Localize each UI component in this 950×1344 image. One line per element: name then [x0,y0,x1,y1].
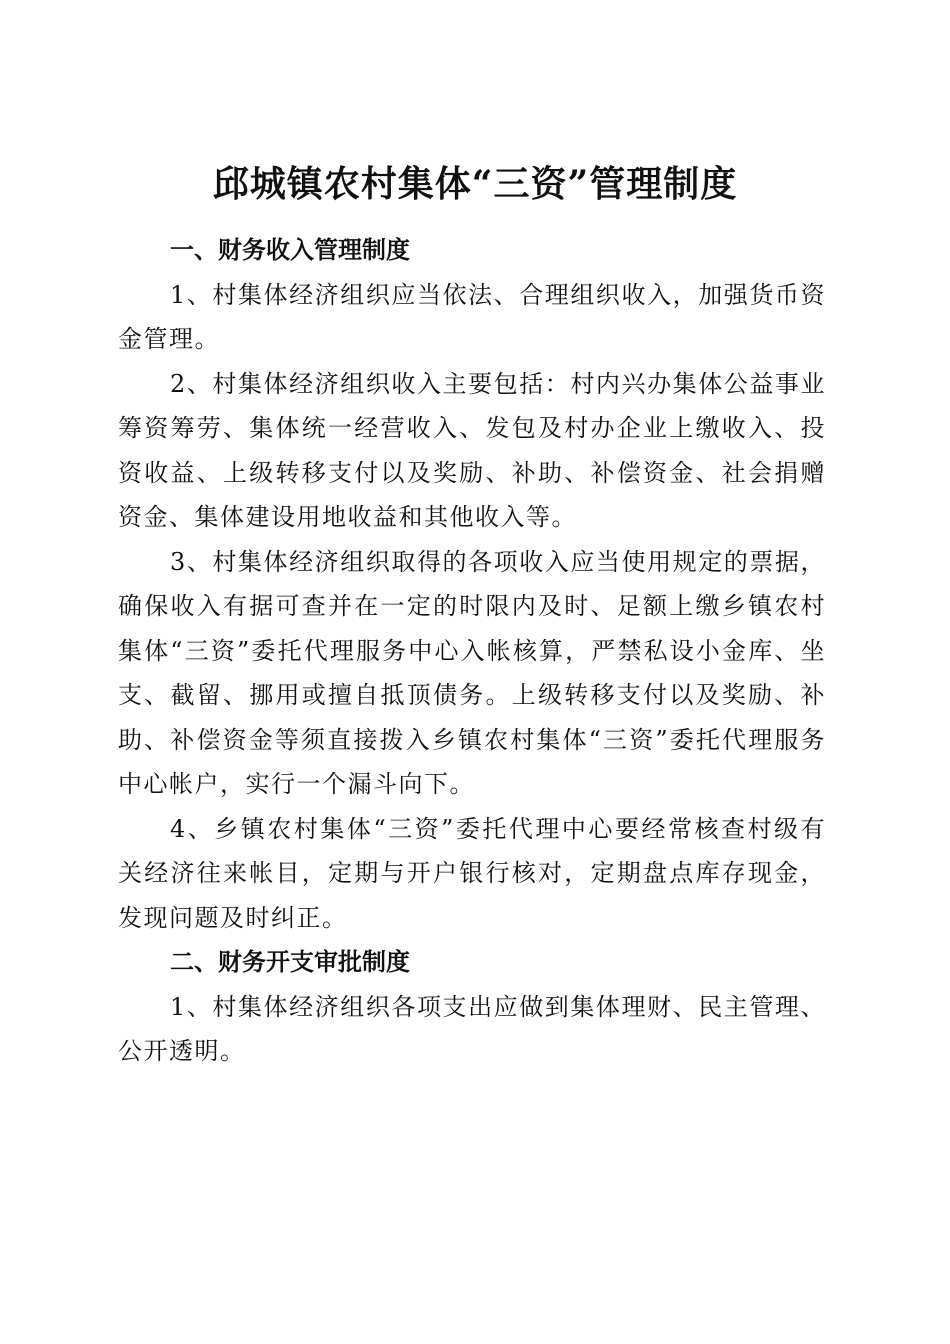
paragraph: 2、村集体经济组织收入主要包括：村内兴办集体公益事业筹资筹劳、集体统一经营收入、发包及村办企业上缴收入、投资收益、上级转移支付以及奖励、补助、补偿资金、社会捐赠资金、集体建设用地收益和其他收入等。 [118,369,826,531]
section-heading: 二、财务开支审批制度 [170,948,410,976]
document-body [118,228,826,1074]
paragraph: 1、村集体经济组织各项支出应做到集体理财、民主管理、公开透明。 [118,992,826,1065]
paragraph: 1、村集体经济组织应当依法、合理组织收入，加强货币资金管理。 [118,280,826,353]
section-expenditure [118,940,826,1074]
document-title: 邱城镇农村集体“三资”管理制度 [212,163,738,206]
paragraph: 3、村集体经济组织取得的各项收入应当使用规定的票据，确保收入有据可查并在一定的时限内及时、足额上缴乡镇农村集体“三资”委托代理服务中心入帐核算，严禁私设小金库、坐支、截留、挪用或擅自抵顶债务。上级转移支付以及奖励、补助、补偿资金等须直接拨入乡镇农村集体“三资”委托代理服务中心帐户，实行一个漏斗向下。 [118,547,826,798]
section-income [118,228,826,940]
paragraph: 4、乡镇农村集体“三资”委托代理中心要经常核查村级有关经济往来帐目，定期与开户银行核对，定期盘点库存现金，发现问题及时纠正。 [118,814,826,932]
section-heading: 一、财务收入管理制度 [170,236,410,264]
